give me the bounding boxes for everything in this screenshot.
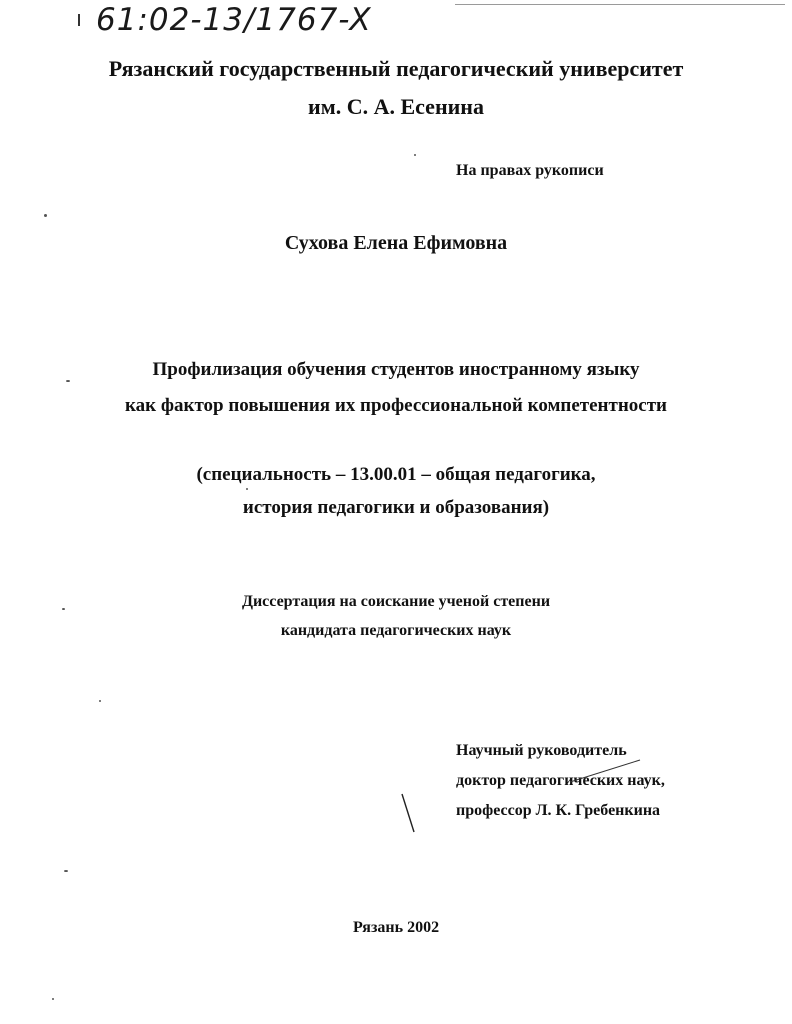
degree-statement-line-2: кандидата педагогических наук: [280, 622, 512, 639]
city-year: Рязань 2002: [352, 919, 440, 936]
dissertation-title-line-2: как фактор повышения их профессиональной компетентности: [125, 395, 667, 416]
handwritten-catalog-number: 61:02-13/1767-X: [96, 2, 372, 38]
university-name-suffix: им. С. А. Есенина: [308, 94, 484, 119]
scan-edge-line: [455, 4, 785, 5]
specialty-line-1: (специальность – 13.00.01 – общая педагогика,: [196, 464, 596, 485]
specialty-line-2: история педагогики и образования): [242, 497, 550, 518]
margin-mark: [78, 14, 80, 26]
degree-statement-line-1: Диссертация на соискание ученой степени: [241, 593, 551, 610]
pen-marks: [390, 752, 670, 842]
supervisor-role: Научный руководитель: [456, 742, 627, 759]
manuscript-rights-note: На правах рукописи: [456, 162, 604, 179]
author-name: Сухова Елена Ефимовна: [284, 232, 508, 254]
supervisor-degree: доктор педагогических наук,: [456, 772, 665, 789]
dissertation-title-line-1: Профилизация обучения студентов иностранному языку: [152, 359, 640, 380]
supervisor-name: профессор Л. К. Гребенкина: [456, 802, 661, 819]
university-name: Рязанский государственный педагогический университет: [108, 56, 684, 81]
